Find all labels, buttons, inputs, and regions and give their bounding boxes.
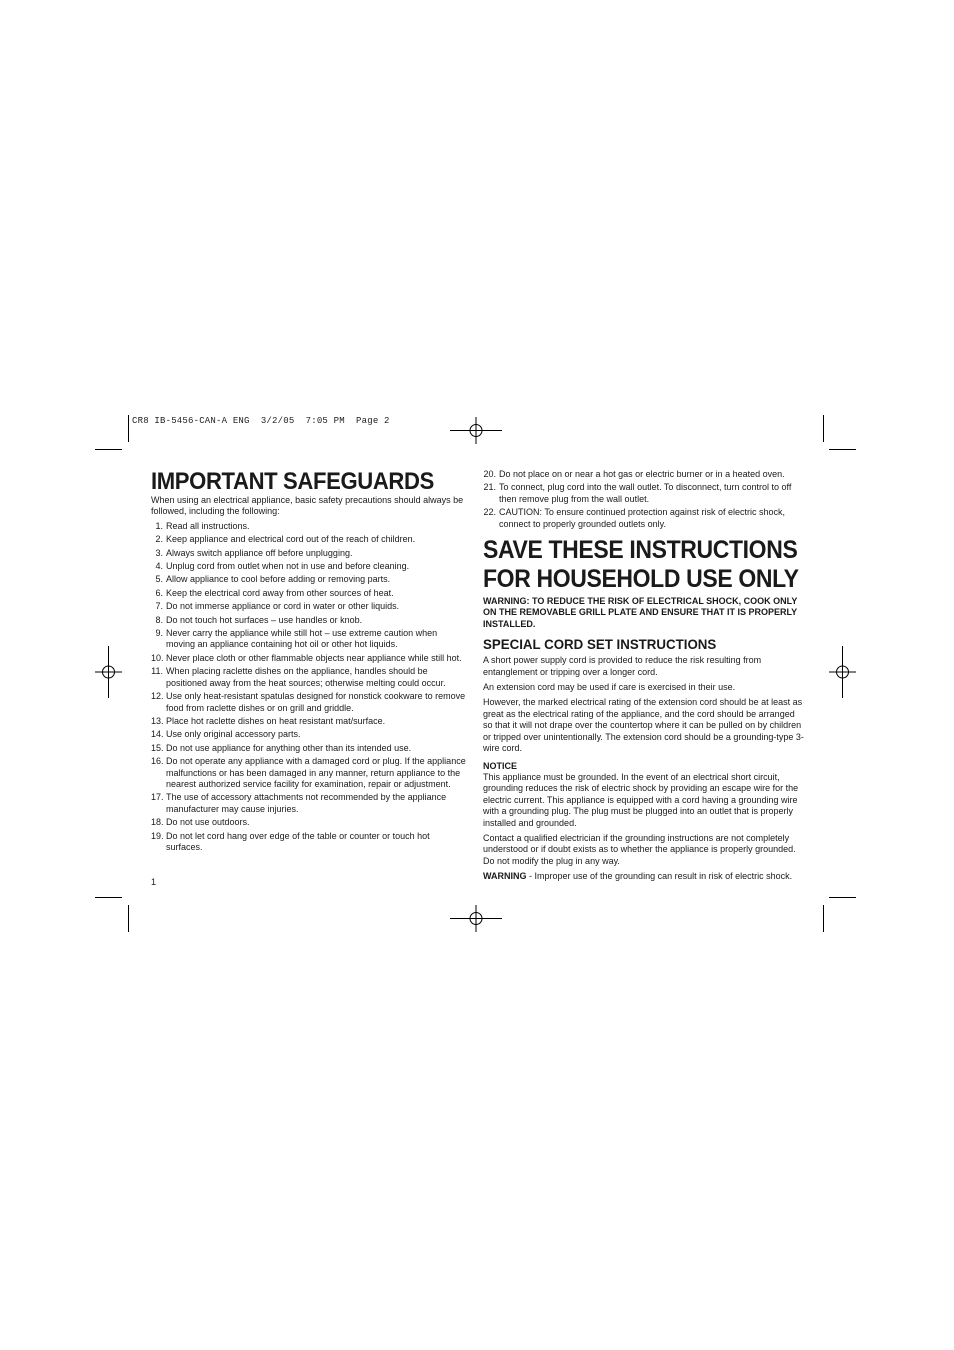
cord-paragraph-1: A short power supply cord is provided to reduce the risk resulting from entanglement or tripping over a longer cord.: [483, 655, 762, 677]
grill-plate-warning: WARNING: TO REDUCE THE RISK OF ELECTRICAL SHOCK, COOK ONLY ON THE REMOVABLE GRILL PLATE AND ENSURE THAT IT IS PROPERLY INSTALLED.: [483, 596, 798, 629]
list-item: 1. Read all instructions.: [155, 520, 250, 531]
list-item: 6. Keep the electrical cord away from other sources of heat.: [155, 587, 394, 598]
crop-mark-bottom-left-h: [95, 897, 122, 898]
page-title-important-safeguards: IMPORTANT SAFEGUARDS: [151, 468, 434, 495]
list-item: 4. Unplug cord from outlet when not in use and before cleaning.: [155, 561, 410, 572]
notice-paragraph-2: Contact a qualified electrician if the grounding instructions are not completely understood or if doubt exists as to whether the appliance is properly grounded. Do not modify the plug in any way.: [483, 832, 796, 866]
safeguards-list-right: [483, 469, 805, 530]
crop-mark-bottom-right-v: [823, 905, 824, 932]
crop-mark-top-right-v: [823, 415, 824, 442]
registration-mark-right: [829, 646, 856, 698]
list-item: 8. Do not touch hot surfaces – use handles or knob.: [155, 614, 363, 625]
list-item: 11. When placing raclette dishes on the appliance, handles should be positioned away from the heat sources; otherwise melting could occur.: [151, 666, 446, 688]
notice-title: NOTICE: [483, 760, 518, 771]
crop-mark-bottom-right-h: [829, 897, 856, 898]
list-item: 7. Do not immerse appliance or cord in water or other liquids.: [155, 601, 400, 612]
list-item: 9. Never carry the appliance while still hot – use extreme caution when moving an appliance containing hot oil or other hot liquids.: [155, 628, 438, 650]
list-item: 17. The use of accessory attachments not recommended by the appliance manufacturer may cause injuries.: [151, 792, 447, 814]
registration-mark-top: [450, 417, 502, 444]
page-number: 1: [151, 877, 157, 887]
list-item: 10. Never place cloth or other flammable objects near appliance while still hot.: [151, 652, 462, 663]
crop-mark-top-right-h: [829, 449, 856, 450]
list-item: 2. Keep appliance and electrical cord out of the reach of children.: [155, 534, 416, 545]
list-item: 5. Allow appliance to cool before adding or removing parts.: [155, 574, 391, 585]
notice-paragraph-1: This appliance must be grounded. In the event of an electrical short circuit, grounding reduces the risk of electric shock by providing an escape wire for the electric current. This appliance is equipped with a cord having a grounding wire with a grounding plug. The plug must be plugged into an outlet that is properly installed and grounded.: [483, 771, 799, 828]
printer-slug: CR8 IB-5456-CAN-A ENG 3/2/05 7:05 PM Page 2: [132, 416, 390, 426]
crop-mark-top-left-v: [128, 415, 129, 442]
left-column: [151, 468, 466, 855]
list-item: 19. Do not let cord hang over edge of the table or counter or touch hot surfaces.: [151, 830, 430, 852]
grounding-warning-label: WARNING: [483, 871, 527, 882]
registration-mark-bottom: [450, 905, 502, 932]
registration-mark-left: [95, 646, 122, 698]
list-item: 3. Always switch appliance off before unplugging.: [155, 547, 353, 558]
special-cord-title: SPECIAL CORD SET INSTRUCTIONS: [483, 636, 717, 653]
list-item: 13. Place hot raclette dishes on heat resistant mat/surface.: [151, 715, 386, 726]
list-item: 12. Use only heat-resistant spatulas designed for nonstick cookware to remove food from raclette dishes or on grill and griddle.: [151, 691, 466, 713]
save-instructions-title-line2: FOR HOUSEHOLD USE ONLY: [483, 565, 799, 594]
crop-mark-top-left-h: [95, 449, 122, 450]
list-item: 21. To connect, plug cord into the wall outlet. To disconnect, turn control to off then remove plug from the wall outlet.: [483, 482, 792, 504]
safeguards-list-left: [151, 521, 466, 854]
list-item: 20. Do not place on or near a hot gas or electric burner or in a heated oven.: [483, 469, 785, 479]
crop-mark-bottom-left-v: [128, 905, 129, 932]
grounding-warning: [483, 871, 805, 882]
right-column: [483, 469, 805, 883]
list-item: 18. Do not use outdoors.: [151, 817, 250, 828]
list-item: 22. CAUTION: To ensure continued protection against risk of electric shock, connect to properly grounded outlets only.: [483, 507, 785, 529]
intro-paragraph: When using an electrical appliance, basic safety precautions should always be followed, including the following:: [151, 495, 464, 517]
cord-paragraph-2: An extension cord may be used if care is exercised in their use.: [483, 682, 736, 693]
list-item: 14. Use only original accessory parts.: [151, 729, 301, 740]
list-item: 16. Do not operate any appliance with a damaged cord or plug. If the appliance malfunctions or has been damaged in any manner, return appliance to the nearest authorized service facility for examination, repair or adjustment.: [151, 756, 466, 789]
list-item: 15. Do not use appliance for anything other than its intended use.: [151, 742, 412, 753]
grounding-warning-text: - Improper use of the grounding can result in risk of electric shock.: [526, 871, 793, 882]
save-instructions-title-line1: SAVE THESE INSTRUCTIONS: [483, 536, 798, 565]
cord-paragraph-3: However, the marked electrical rating of the extension cord should be at least as great as the electrical rating of the appliance, and the cord should be arranged so that it will not drape over the countertop where it can be pulled on by children or tripped over unintentionally. The extension cord should be a grounding-type 3-wire cord.: [483, 697, 804, 754]
